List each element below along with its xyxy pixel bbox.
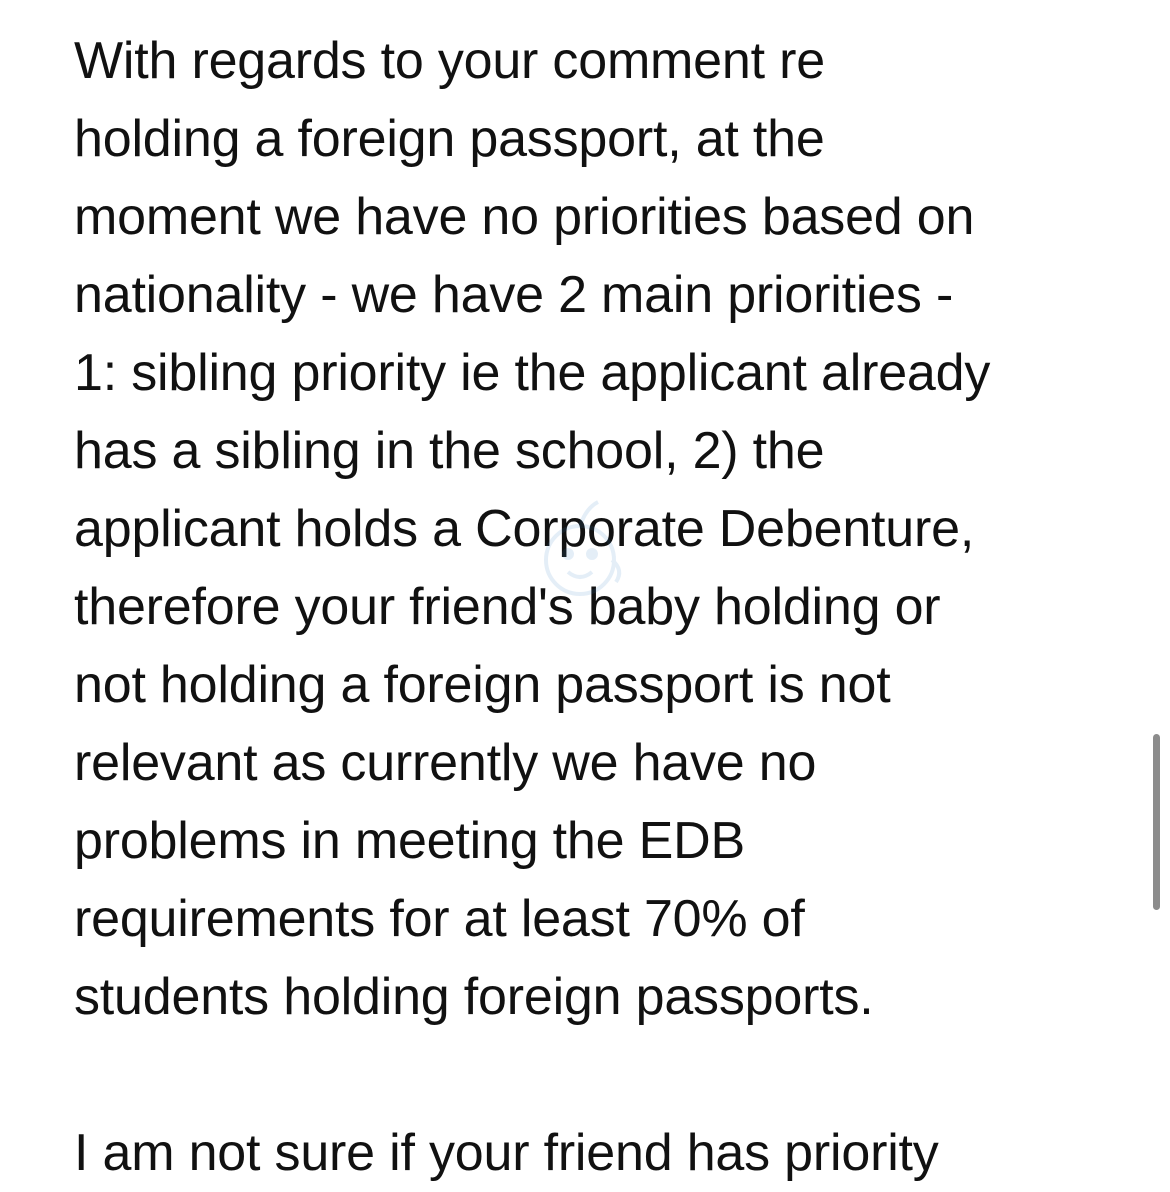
message-body [74,22,1134,1192]
message-line: 1: sibling priority ie the applicant already [74,344,991,402]
message-line: students holding foreign passports. [74,968,874,1026]
paragraph-gap [74,1036,1134,1114]
message-line: holding a foreign passport, at the [74,110,825,168]
message-line: not holding a foreign passport is not [74,656,891,714]
message-line-partial: I am not sure if your friend has priority [74,1124,939,1182]
message-line: applicant holds a Corporate Debenture, [74,500,975,558]
vertical-scrollbar[interactable] [1153,734,1160,910]
message-line: nationality - we have 2 main priorities - [74,266,954,324]
message-line: moment we have no priorities based on [74,188,975,246]
message-line: has a sibling in the school, 2) the [74,422,825,480]
message-line: requirements for at least 70% of [74,890,805,948]
message-line: With regards to your comment re [74,32,825,90]
message-line: relevant as currently we have no [74,734,817,792]
message-line: therefore your friend's baby holding or [74,578,941,636]
message-line: problems in meeting the EDB [74,812,745,870]
